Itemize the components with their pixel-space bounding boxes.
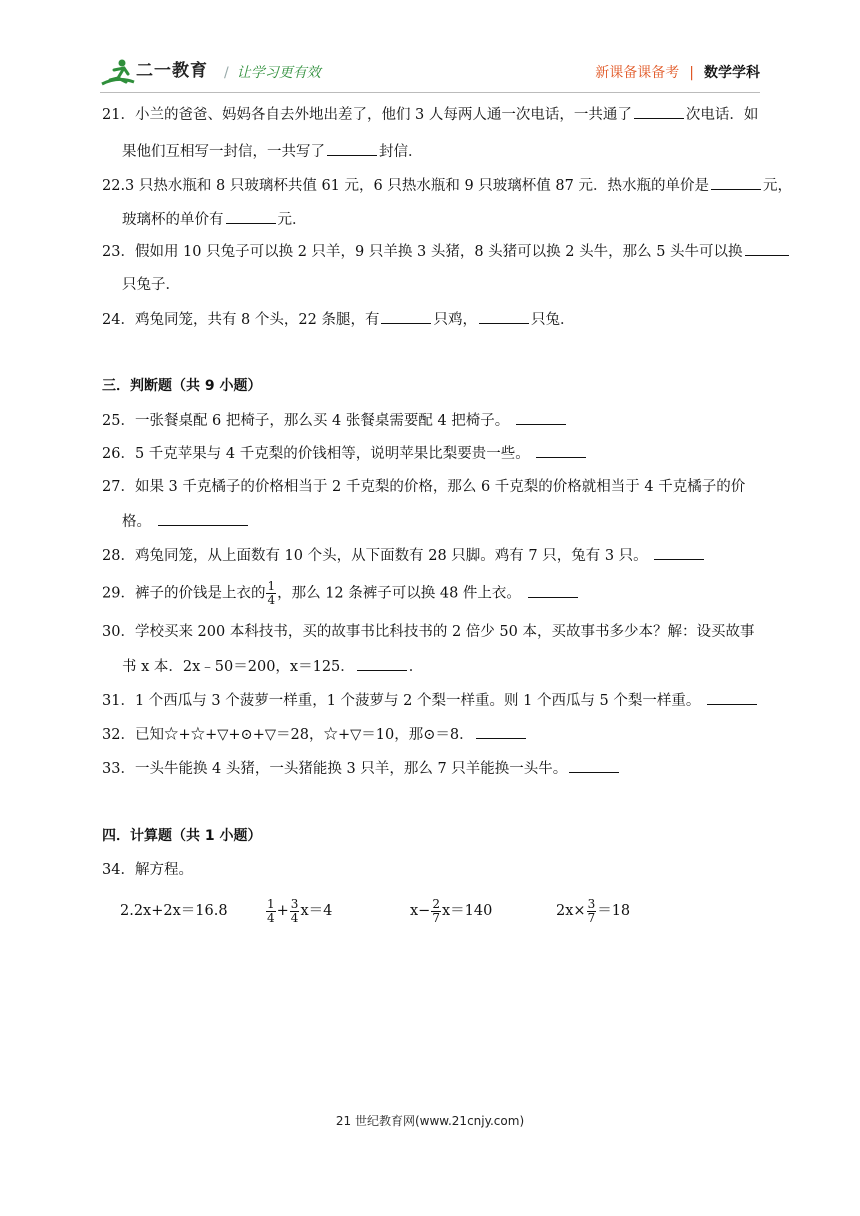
answer-blank[interactable] <box>569 758 619 773</box>
answer-blank[interactable] <box>745 241 789 256</box>
answer-blank[interactable] <box>158 511 248 526</box>
question-30-line2: 书 x 本．2x﹣50＝200，x＝125． ． <box>122 656 423 677</box>
question-25: 25．一张餐桌配 6 把椅子，那么买 4 张餐桌需要配 4 把椅子。 <box>102 410 568 431</box>
header-right: 新课备课备考 | 数学学科 <box>595 65 760 81</box>
equation-2: $\frac{1}{4}$ + $\frac{3}{4}$ x＝4 <box>267 896 333 925</box>
page-footer: 21 世纪教育网(www.21cnjy.com) <box>335 1114 525 1128</box>
answer-blank[interactable] <box>479 309 529 324</box>
header-subject-label: 数学学科 <box>704 65 760 81</box>
question-29: 29．裤子的价钱是上衣的 $\frac{1}{4}$ ，那么 12 条裤子可以换 48 件上衣。 <box>102 580 580 607</box>
answer-blank[interactable] <box>226 209 276 224</box>
question-21-line1: 21．小兰的爸爸、妈妈各自去外地出差了，他们 3 人每两人通一次电话，一共通了 次电话．如 <box>102 104 758 125</box>
fraction-one-quarter: $\frac{1}{4}$ <box>267 579 276 607</box>
answer-blank[interactable] <box>381 309 431 324</box>
answer-blank[interactable] <box>707 690 757 705</box>
question-27-line2: 格。 <box>122 511 250 532</box>
question-28: 28．鸡兔同笼，从上面数有 10 个头，从下面数有 28 只脚。鸡有 7 只，兔有 3 只。 <box>102 545 706 566</box>
slogan: / 让学习更有效 <box>224 65 321 81</box>
answer-blank[interactable] <box>528 583 578 598</box>
question-22-line2: 玻璃杯的单价有 元． <box>122 209 307 230</box>
equation-1: 2.2x+2x＝16.8 <box>120 903 228 919</box>
answer-blank[interactable] <box>711 175 761 190</box>
answer-blank[interactable] <box>634 104 684 119</box>
answer-blank[interactable] <box>476 724 526 739</box>
section-4-title: 四．计算题（共 1 小题） <box>102 828 262 844</box>
question-30-line1: 30．学校买来 200 本科技书，买的故事书比科技书的 2 倍少 50 本，买故事书多少本？解：设买故事 <box>102 624 755 640</box>
question-26: 26．5 千克苹果与 4 千克梨的价钱相等，说明苹果比梨要贵一些。 <box>102 443 588 464</box>
answer-blank[interactable] <box>536 443 586 458</box>
logo-text: 二一教育 <box>136 61 208 81</box>
question-23-line1: 23．假如用 10 只兔子可以换 2 只羊，9 只羊换 3 头猪，8 头猪可以换 2 头牛，那么 5 头牛可以换 <box>102 241 791 262</box>
answer-blank[interactable] <box>654 545 704 560</box>
question-24: 24．鸡兔同笼，共有 8 个头，22 条腿，有 只鸡， 只兔． <box>102 309 574 330</box>
answer-blank[interactable] <box>327 141 377 156</box>
question-32: 32．已知☆+☆+▽+⊙+▽＝28，☆+▽＝10，那⊙＝8． <box>102 724 528 745</box>
page-header <box>100 52 760 92</box>
question-23-line2: 只兔子． <box>122 277 180 293</box>
question-33: 33．一头牛能换 4 头猪，一头猪能换 3 只羊，那么 7 只羊能换一头牛。 <box>102 758 621 779</box>
question-34: 34．解方程。 <box>102 862 193 878</box>
question-21-line2: 果他们互相写一封信，一共写了 封信． <box>122 141 423 162</box>
equation-4: 2x× $\frac{3}{7}$ ＝18 <box>556 896 631 925</box>
answer-blank[interactable] <box>516 410 566 425</box>
header-course-label: 新课备课备考 <box>595 65 680 81</box>
section-3-title: 三．判断题（共 9 小题） <box>102 378 262 394</box>
equation-3: x− $\frac{2}{7}$ x＝140 <box>410 896 493 925</box>
question-22-line1: 22.3 只热水瓶和 8 只玻璃杯共值 61 元，6 只热水瓶和 9 只玻璃杯值 87 元．热水瓶的单价是 元， <box>102 175 792 196</box>
question-31: 31．1 个西瓜与 3 个菠萝一样重，1 个菠萝与 2 个梨一样重。则 1 个西瓜与 5 个梨一样重。 <box>102 690 759 711</box>
header-divider <box>100 92 760 93</box>
answer-blank[interactable] <box>357 656 407 671</box>
question-27-line1: 27．如果 3 千克橘子的价格相当于 2 千克梨的价格，那么 6 千克梨的价格就相当于 4 千克橘子的价 <box>102 479 746 495</box>
